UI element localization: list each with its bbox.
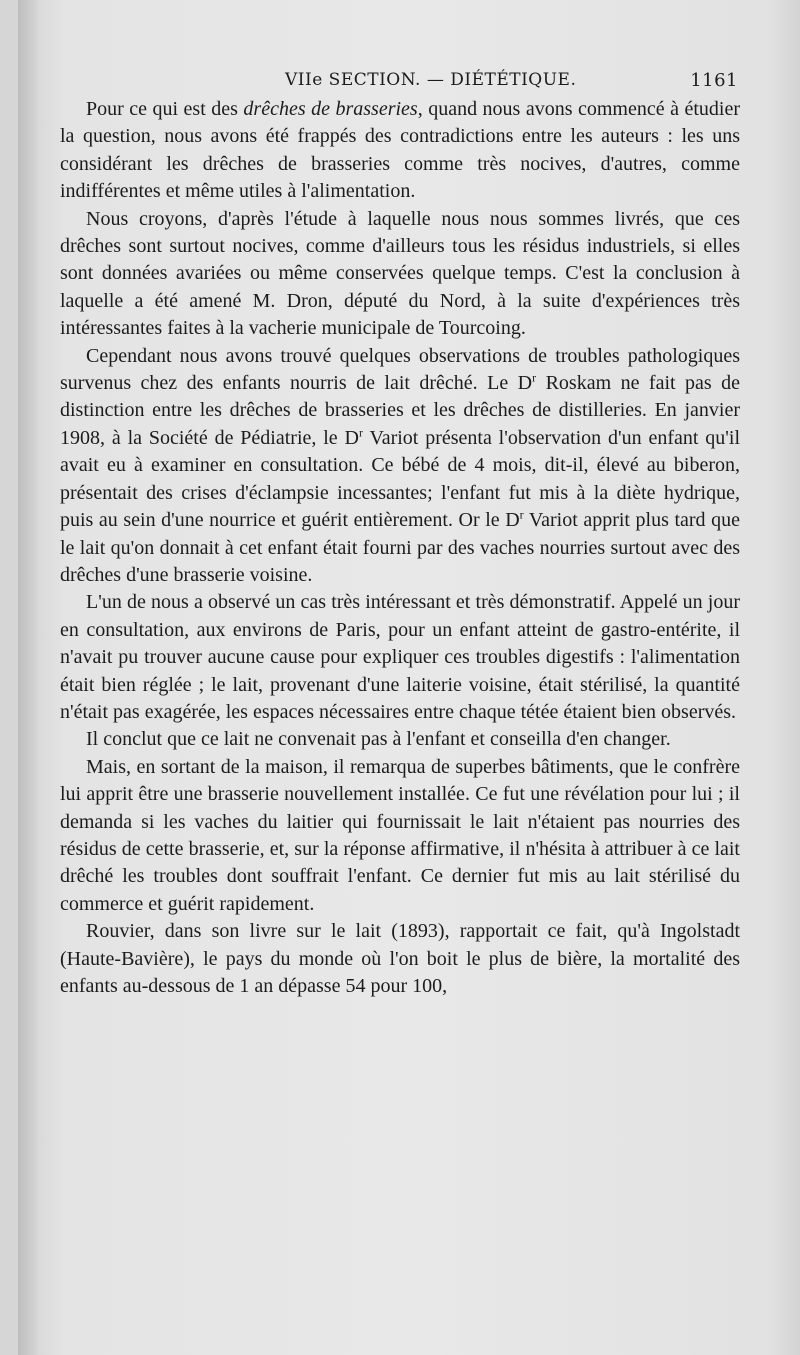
paragraph-case-observed: L'un de nous a observé un cas très intéressant et très démonstratif. Appelé un jour en consultation, aux environs de Paris, pour un enfant atteint de gastro-entérite, il n'avait pu trouver aucune cause pour expliquer ces troubles digestifs : l'alimentation était bien réglée ; le lait, provenant d'une laiterie voisine, était stérilisé, la quantité n'était pas exagérée, les espaces nécessaires entre chaque tétée étaient bien observés.: [60, 591, 740, 723]
superscript-r: r: [532, 370, 537, 385]
paragraph-1-start: Pour ce qui est des: [86, 98, 244, 120]
paragraph-3-part-3: Variot présenta l'observation d'un enfant qu'il avait eu à examiner en consultation. Ce bébé de 4 mois, dit-il, élevé au biberon, présentait des crises d'éclampsie incessantes; l'enfant fut mis à la diète hydrique, puis au sein d'une nourrice et guérit entièrement. Or le D: [60, 426, 740, 532]
body-text: [60, 96, 740, 1000]
page-gutter-shadow: [18, 0, 38, 1355]
paragraph-3-part-1: Cependant nous avons trouvé quelques observations de troubles pathologiques survenus chez des enfants nourris de lait drêché. Le D: [60, 344, 740, 395]
paragraph-brewery: Mais, en sortant de la maison, il remarqua de superbes bâtiments, que le confrère lui apprit être une brasserie nouvellement installée. Ce fut une révélation pour lui ; il demanda si les vaches du laitier qui fournissait le lait n'étaient pas nourries des résidus de cette brasserie, et, sur la réponse affirmative, il n'hésita à attribuer à ce lait drêché les troubles dont souffrait l'enfant. Ce dernier fut mis au lait stérilisé du commerce et guérit rapidement.: [60, 755, 740, 915]
paragraph-3-part-4: Variot apprit plus tard que le lait qu'on donnait à cet enfant était fourni par des vaches nourries surtout avec des drêches d'une brasserie voisine.: [60, 509, 740, 586]
paragraph-conclusion-dron: Nous croyons, d'après l'étude à laquelle nous nous sommes livrés, que ces drêches sont surtout nocives, comme d'ailleurs tous les résidus industriels, si elles sont données avariées ou même conservées quelque temps. C'est la conclusion à laquelle a été amené M. Dron, député du Nord, à la suite d'expériences très intéressantes faites à la vacherie municipale de Tourcoing.: [60, 207, 740, 340]
page-number: 1161: [690, 70, 738, 91]
paragraph-3-part-2: Roskam ne fait pas de distinction entre les drêches de brasseries et les drêches de distilleries. En janvier 1908, à la Société de Pédiatrie, le D: [60, 372, 741, 449]
paragraph-variot-observation: [60, 343, 740, 590]
superscript-r: r: [358, 425, 363, 440]
superscript-r: r: [519, 507, 524, 522]
section-title: VIIe SECTION. — DIÉTÉTIQUE.: [285, 70, 577, 90]
paragraph-dreches: [60, 96, 740, 206]
paragraph-conclusion: Il conclut que ce lait ne convenait pas à l'enfant et conseilla d'en changer.: [86, 728, 671, 751]
running-header: [0, 66, 800, 96]
italic-term: drêches de brasseries: [243, 98, 418, 120]
paragraph-1-rest: , quand nous avons commencé à étudier la question, nous avons été frappés des contradictions entre les auteurs : les uns considérant les drêches de brasseries comme très nocives, d'autres, comme indifférentes et même utiles à l'alimentation.: [60, 98, 740, 203]
paragraph-rouvier: Rouvier, dans son livre sur le lait (1893), rapportait ce fait, qu'à Ingolstadt (Haute-Bavière), le pays du monde où l'on boit le plus de bière, la mortalité des enfants au-dessous de 1 an dépasse 54 pour 100,: [60, 920, 740, 997]
